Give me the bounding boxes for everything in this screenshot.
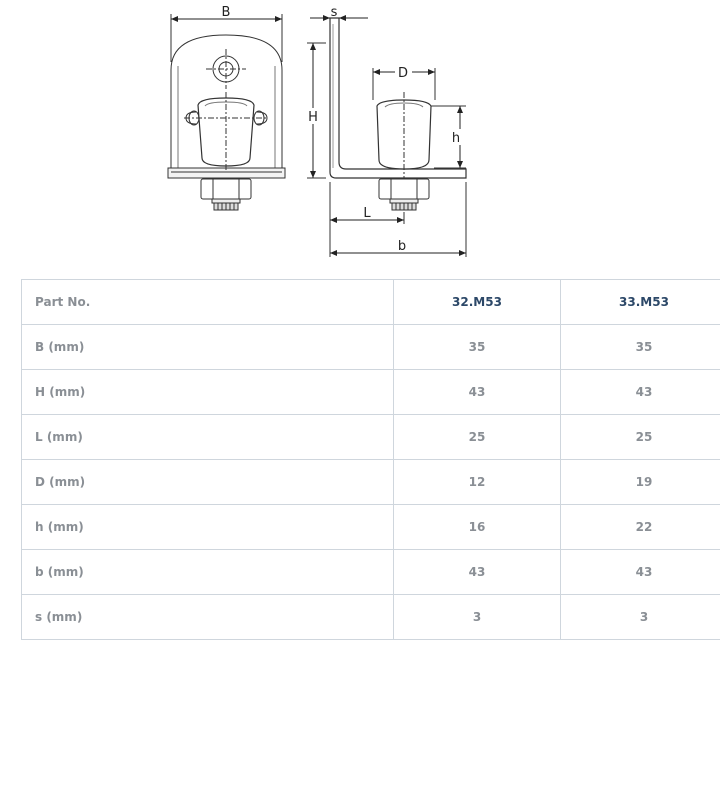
table-row	[22, 595, 720, 640]
row-value-model-2: 22	[561, 505, 720, 550]
row-label: B (mm)	[22, 325, 394, 370]
row-label: L (mm)	[22, 415, 394, 460]
row-value-model-1: 3	[394, 595, 561, 640]
row-label: h (mm)	[22, 505, 394, 550]
row-value-model-1: 12	[394, 460, 561, 505]
row-value-model-2: 43	[561, 550, 720, 595]
dimension-s	[310, 5, 368, 20]
label-L: L	[363, 206, 371, 221]
header-part-no: Part No.	[22, 280, 394, 325]
table-row	[22, 550, 720, 595]
row-value-model-1: 43	[394, 550, 561, 595]
row-value-model-2: 25	[561, 415, 720, 460]
table-row	[22, 505, 720, 550]
label-h: h	[451, 131, 461, 146]
dimension-b	[330, 239, 466, 254]
row-value-model-2: 35	[561, 325, 720, 370]
row-value-model-1: 35	[394, 325, 561, 370]
row-label: s (mm)	[22, 595, 394, 640]
label-B: B	[221, 5, 231, 20]
row-label: b (mm)	[22, 550, 394, 595]
row-value-model-1: 25	[394, 415, 561, 460]
table-row	[22, 460, 720, 505]
header-model-2: 33.M53	[561, 280, 720, 325]
row-value-model-1: 43	[394, 370, 561, 415]
row-value-model-2: 43	[561, 370, 720, 415]
label-H: H	[308, 110, 318, 125]
header-model-1: 32.M53	[394, 280, 561, 325]
dimension-h	[450, 106, 464, 168]
row-label: H (mm)	[22, 370, 394, 415]
dimension-B	[171, 5, 282, 20]
table-row	[22, 325, 720, 370]
table-row	[22, 370, 720, 415]
row-label: D (mm)	[22, 460, 394, 505]
label-b: b	[397, 239, 407, 254]
row-value-model-2: 3	[561, 595, 720, 640]
row-value-model-2: 19	[561, 460, 720, 505]
label-D: D	[397, 66, 409, 81]
dimension-H	[306, 43, 320, 178]
front-view	[168, 14, 285, 210]
row-value-model-1: 16	[394, 505, 561, 550]
bracket-drawing-svg	[0, 0, 720, 265]
dimension-D	[373, 64, 435, 81]
technical-drawing	[0, 0, 720, 265]
table-header-row	[22, 280, 720, 325]
side-view	[307, 18, 466, 257]
label-s: s	[330, 5, 338, 20]
table-row	[22, 415, 720, 460]
spec-table	[21, 279, 720, 640]
